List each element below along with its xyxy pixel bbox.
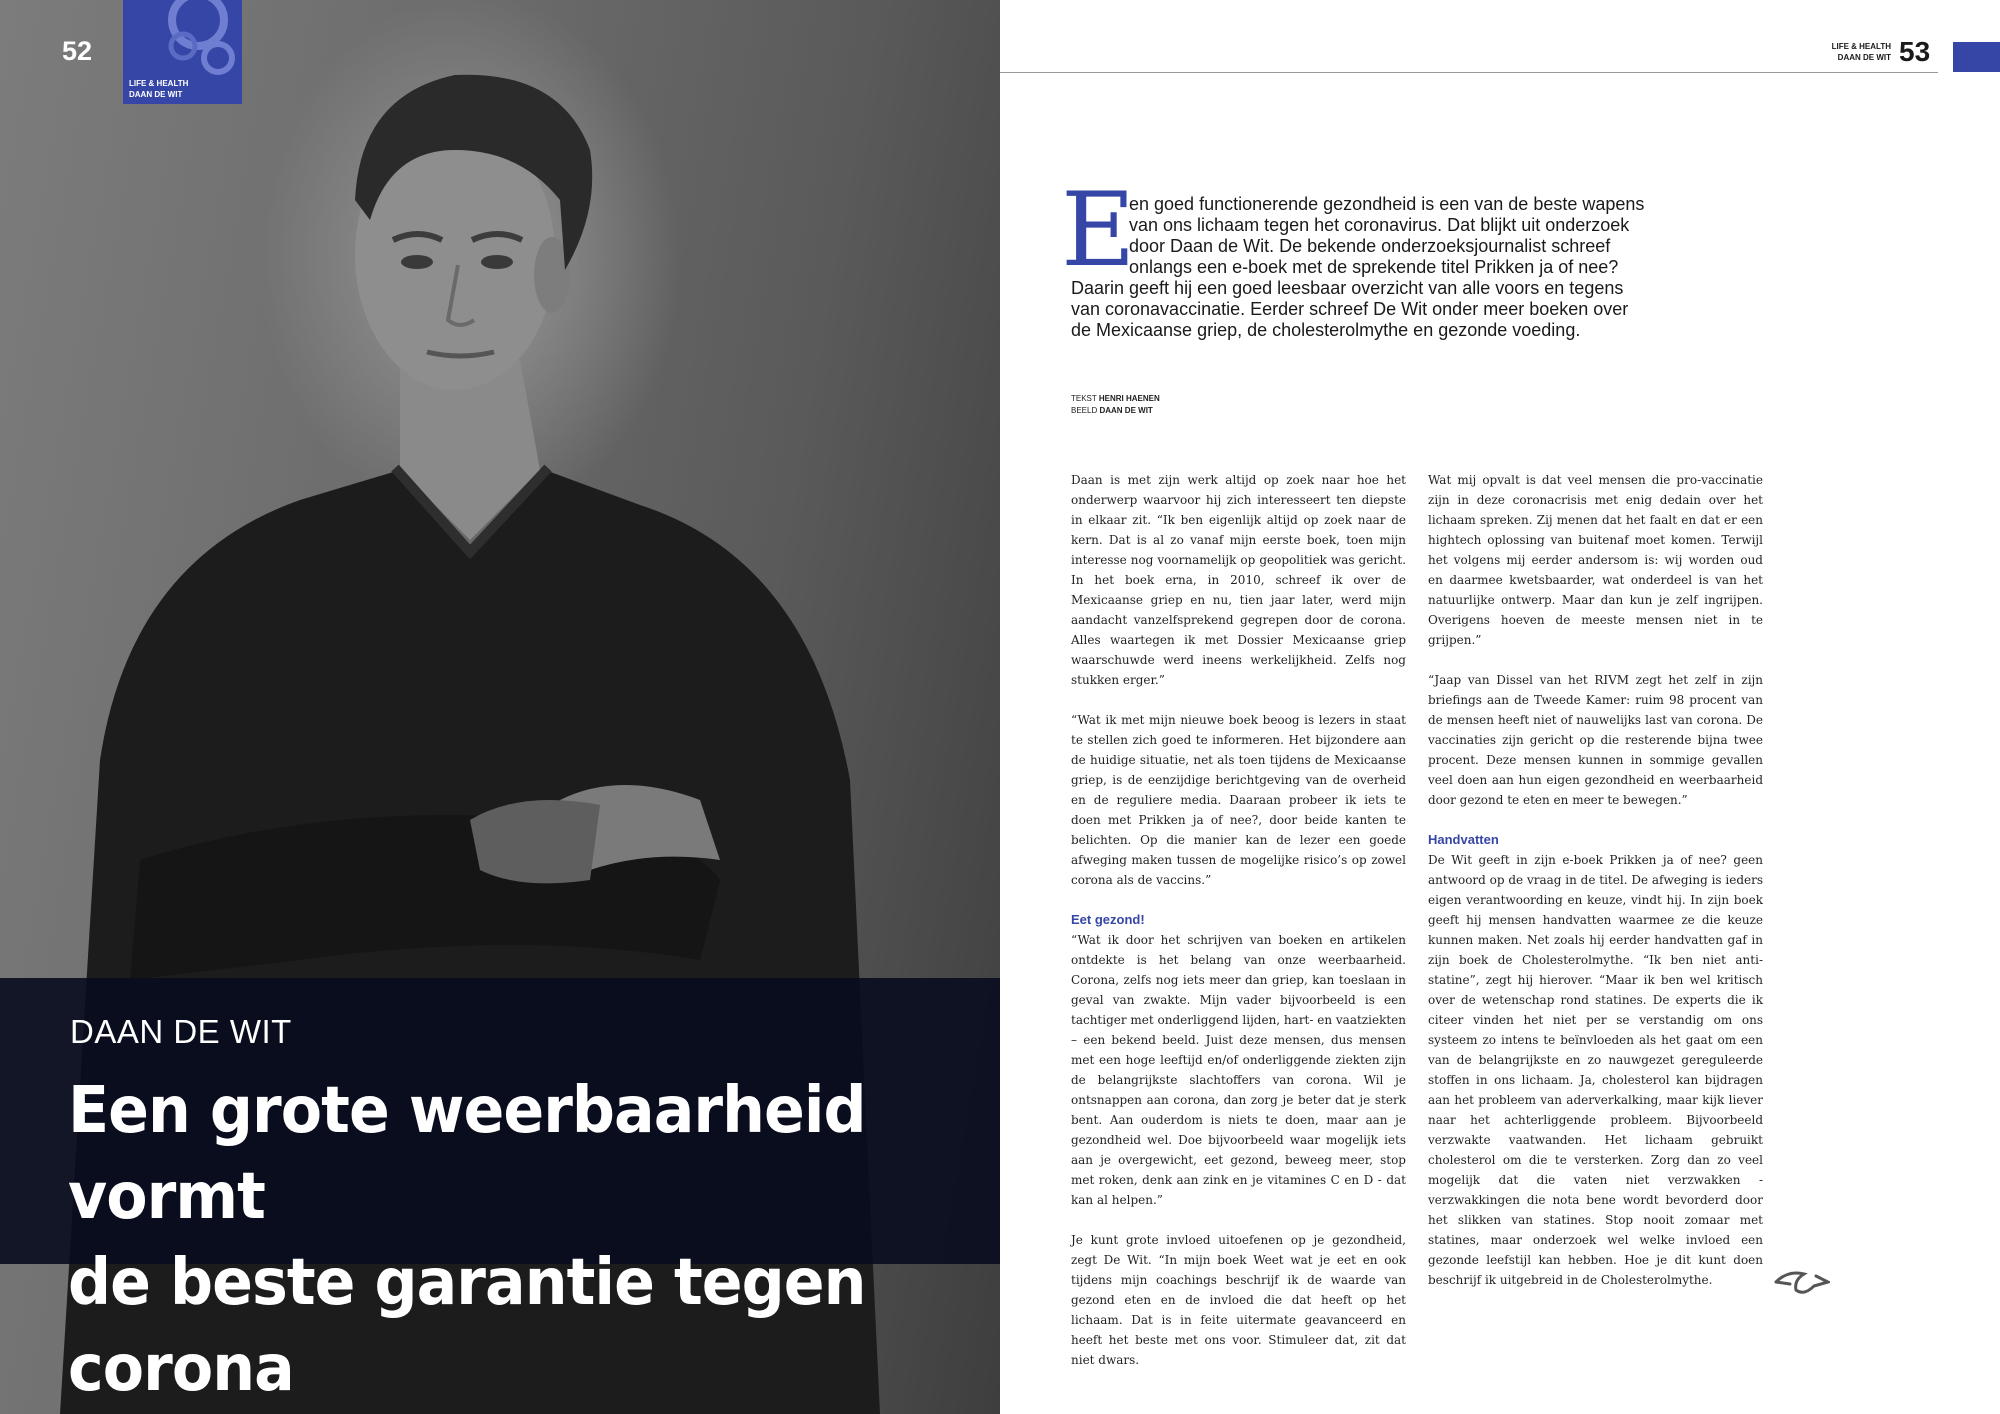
page-number-left: 52 <box>62 36 93 66</box>
running-header-category: LIFE & HEALTH <box>1831 42 1891 51</box>
credit-text <box>1071 393 1160 405</box>
credit-label: BEELD <box>1071 406 1098 415</box>
article-headline <box>68 1068 914 1412</box>
intro-line: en goed functionerende gezondheid is een van de beste wapens <box>1129 194 1645 214</box>
accent-corner-block <box>1953 42 2000 72</box>
intro-line: de Mexicaanse griep, de cholesterolmythe en gezonde voeding. <box>1071 320 1581 340</box>
intro-line: Daarin geeft hij een goed leesbaar overzicht van alle voors en tegens <box>1071 278 1624 298</box>
header-divider <box>1000 72 1938 73</box>
credit-name: DAAN DE WIT <box>1099 406 1153 415</box>
headline-line-2: de beste garantie tegen corona <box>68 1246 866 1406</box>
intro-line: van coronavaccinatie. Eerder schreef De Wit onder meer boeken over <box>1071 299 1629 319</box>
running-header-subject: DAAN DE WIT <box>1837 53 1891 62</box>
headline-line-1: Een grote weerbaarheid vormt <box>68 1074 866 1234</box>
section-logo-block <box>123 0 242 104</box>
section-subject: DAAN DE WIT <box>129 90 183 99</box>
article-credits <box>1071 393 1160 417</box>
paragraph: “Jaap van Dissel van het RIVM zegt het zelf in zijn briefings aan de Tweede Kamer: ruim 98 procent van de mensen heeft niet of nauwelijks last van corona. De vaccinaties zijn gericht op die resterende bijna twee procent. Deze mensen kunnen in sommige gevallen veel doen aan hun eigen gezondheid en weerbaarheid door gezond te eten en meer te bewegen.” <box>1428 673 1763 807</box>
intro-line: onlangs een e-boek met de sprekende titel Prikken ja of nee? <box>1129 257 1619 277</box>
intro-line: door Daan de Wit. De bekende onderzoeksjournalist schreef <box>1129 236 1611 256</box>
subheading: Handvatten <box>1428 832 1499 847</box>
intro-lead <box>1071 194 1711 341</box>
paragraph: Daan is met zijn werk altijd op zoek naar hoe het onderwerp waarvoor hij zich interesseert ten diepste in elkaar zit. “Ik ben eigenlijk altijd op zoek naar de kern. Dat is al zo vanaf mijn eerste boek, toen mijn interesse nog voornamelijk op geopolitiek was gericht. In het boek erna, in 2010, schreef ik over de Mexicaanse griep en nu, tien jaar later, werd mijn aandacht vanzelfsprekend gegrepen door de corona. Alles waartegen ik met Dossier Mexicaanse griep waarschuwde werd ineens werkelijkheid. Zelfs nog stukken erger.” <box>1071 473 1406 687</box>
paragraph: Je kunt grote invloed uitoefenen op je gezondheid, zegt De Wit. “In mijn boek Weet wat je eet en ook tijdens mijn coachings beschrijf ik de waarde van gezond eten en de invloed die dat heeft op het lichaam. Dat is in feite uitermate geavanceerd en heeft het beste met ons voor. Stimuleer dat, zit dat niet dwars. <box>1071 1233 1406 1367</box>
section-label <box>129 78 188 100</box>
section-category: LIFE & HEALTH <box>129 79 189 88</box>
credit-image <box>1071 405 1160 417</box>
paragraph: “Wat ik met mijn nieuwe boek beoog is lezers in staat te stellen zich goed te informeren. Het bijzondere aan de huidige situatie, net als toen tijdens de Mexicaanse griep, is de eenzijdige berichtgeving van de overheid en de reguliere media. Daaraan probeer ik iets te doen met Prikken ja of nee?, door beide kanten te belichten. Op die manier kan de lezer een goede afweging maken tussen de mogelijke risico’s op zowel corona als de vaccins.” <box>1071 713 1406 887</box>
paragraph: De Wit geeft in zijn e-boek Prikken ja of nee? geen antwoord op de vraag in de titel. De afweging is ieders eigen verantwoording en keuze, vindt hij. In zijn boek geeft hij mensen handvatten waarmee ze die keuze kunnen maken. Net zoals hij eerder handvatten gaf in zijn boek de Cholesterolmythe. “Ik ben niet anti-statine”, zegt hij hierover. “Maar ik ben wel kritisch over de wetenschap rond statines. De experts die ik citeer vinden het niet per se verstandig om ons systeem zo intens te beïnvloeden als het gaat om een van de belangrijkste en zo nauwgezet gereguleerde stoffen in ons lichaam. Ja, cholesterol kan bijdragen aan het probleem van aderverkalking, maar kijk liever naar het achterliggende probleem. Bijvoorbeeld verzwakte vaatwanden. Het lichaam gebruikt cholesterol om die te versterken. Zorg dan zo veel mogelijk dat die vaten niet verzwakken - verzwakkingen die nota bene wordt bevorderd door het slikken van statines. Stop nooit zomaar met statines, maar onderzoek wel welke invloed een gezonde leefstijl kan hebben. Hoe je dit kunt doen beschrijf ik uitgebreid in de Cholesterolmythe. <box>1428 853 1764 1287</box>
credit-label: TEKST <box>1071 394 1097 403</box>
intro-dropcap: E <box>1061 171 1136 290</box>
body-column-1 <box>1071 470 1406 1390</box>
subheading: Eet gezond! <box>1071 912 1145 927</box>
body-column-2 <box>1428 470 1763 1310</box>
page-number-right: 53 <box>1899 36 1931 67</box>
magazine-logo-icon <box>123 0 242 80</box>
paragraph: Wat mij opvalt is dat veel mensen die pro-vaccinatie zijn in deze coronacrisis met enig dedain over het lichaam spreken. Zij menen dat het faalt en dat er een hightech oplossing van buitenaf moet komen. Terwijl het volgens mij eerder andersom is: wij worden oud en daarmee kwetsbaarder, wat onderdeel is van het natuurlijke ontwerp. Maar dan kun je zelf ingrijpen. Overigens hoeven de meeste mensen niet in te grijpen.” <box>1428 473 1763 647</box>
paragraph: “Wat ik door het schrijven van boeken en artikelen ontdekte is het belang van onze weerbaarheid. Corona, zelfs nog iets meer dan griep, kan toeslaan in geval van zwakte. Mijn vader bijvoorbeeld is een tachtiger met onderliggend lijden, hart- en vaatziekten – een bekend beeld. Juist deze mensen, dus mensen met een hoge leeftijd en/of onderliggende ziekten zijn de belangrijkste slachtoffers van corona. Wil je ontsnappen aan corona, dan zorg je beter dat je sterk bent. Aan ouderdom is niets te doen, maar aan je gezondheid wel. Doe bijvoorbeeld waar mogelijk iets aan je overgewicht, eet gezond, beweeg meer, stop met roken, denk aan zink en je vitamines C en D - dat kan al helpen.” <box>1071 933 1406 1207</box>
subject-name-heading: DAAN DE WIT <box>70 1013 292 1050</box>
running-header <box>1800 41 1891 63</box>
continue-arrow-icon <box>1774 1266 1830 1298</box>
credit-name: HENRI HAENEN <box>1098 394 1160 403</box>
intro-line: van ons lichaam tegen het coronavirus. Dat blijkt uit onderzoek <box>1129 215 1630 235</box>
